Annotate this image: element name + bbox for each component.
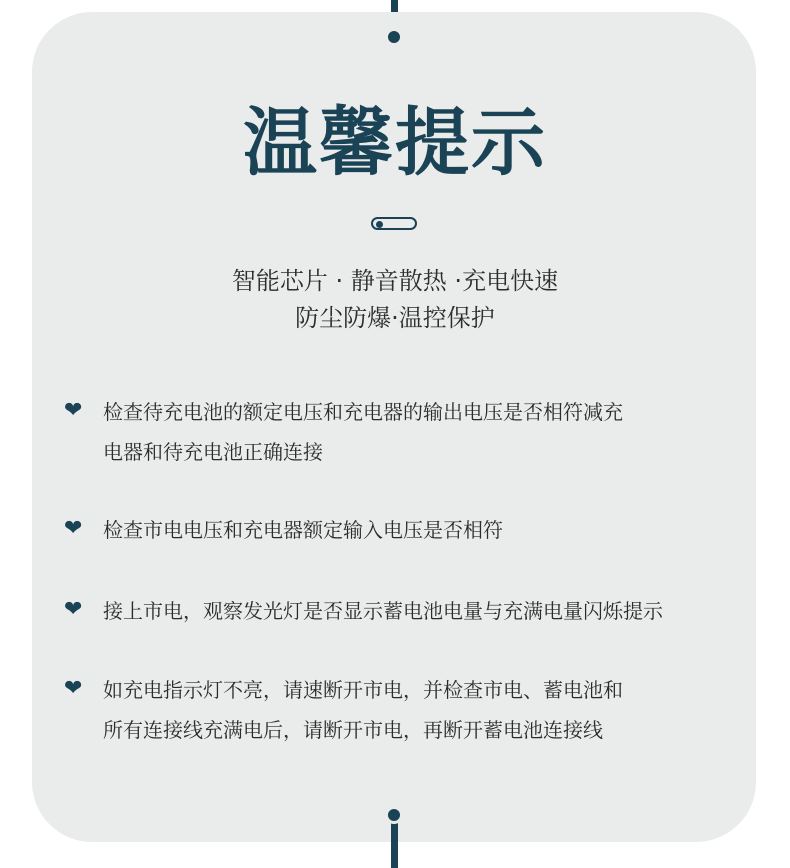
page-title: 温馨提示 bbox=[243, 100, 547, 186]
toggle-decoration-icon bbox=[371, 217, 417, 230]
tip-text-line: 检查待充电池的额定电压和充电器的输出电压是否相符减充 bbox=[103, 400, 623, 424]
heart-icon: ❤ bbox=[64, 398, 83, 423]
rope-knot-top bbox=[385, 28, 403, 46]
subtitle-line-2: 防尘防爆·温控保护 bbox=[295, 304, 495, 332]
heart-icon: ❤ bbox=[64, 676, 83, 701]
heart-icon: ❤ bbox=[64, 516, 83, 541]
heart-icon: ❤ bbox=[64, 597, 83, 622]
rope-knot-bottom bbox=[385, 806, 403, 824]
tip-text-line: 电器和待充电池正确连接 bbox=[103, 440, 323, 464]
tip-text-line: 接上市电，观察发光灯是否显示蓄电池电量与充满电量闪烁提示 bbox=[103, 599, 663, 623]
toggle-dot-icon bbox=[376, 221, 383, 228]
subtitle-line-1: 智能芯片 · 静音散热 ·充电快速 bbox=[231, 267, 559, 295]
tip-text-line: 所有连接线充满电后，请断开市电，再断开蓄电池连接线 bbox=[103, 718, 603, 742]
tip-text-line: 检查市电电压和充电器额定输入电压是否相符 bbox=[103, 518, 503, 542]
tip-text-line: 如充电指示灯不亮，请速断开市电，并检查市电、蓄电池和 bbox=[103, 678, 623, 702]
